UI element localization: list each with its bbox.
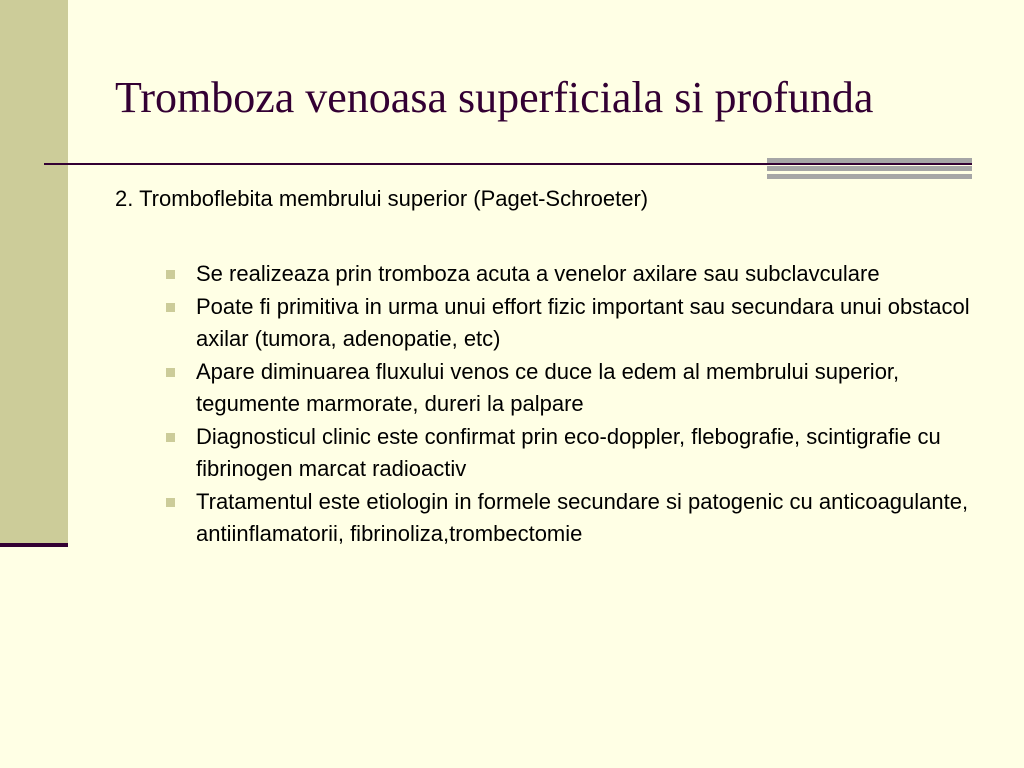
bullet-text: Poate fi primitiva in urma unui effort fizic important sau secundara unui obstacol axilar (tumora, adenopatie, etc) — [196, 294, 970, 351]
decorative-bar — [767, 166, 972, 171]
square-bullet-icon — [166, 498, 175, 507]
bullet-item — [165, 421, 985, 485]
bullet-item — [165, 258, 985, 290]
decorative-bar — [767, 158, 972, 163]
bullet-list — [165, 258, 985, 551]
bullet-item — [165, 486, 985, 550]
slide-title: Tromboza venoasa superficiala si profunda — [115, 73, 874, 122]
square-bullet-icon — [166, 433, 175, 442]
decorative-bar — [767, 174, 972, 179]
square-bullet-icon — [166, 303, 175, 312]
bullet-text: Se realizeaza prin tromboza acuta a venelor axilare sau subclavculare — [196, 261, 880, 286]
square-bullet-icon — [166, 368, 175, 377]
left-band-underline — [0, 543, 68, 547]
slide-subtitle: 2. Tromboflebita membrului superior (Paget-Schroeter) — [115, 186, 649, 211]
left-accent-band — [0, 0, 68, 544]
bullet-item — [165, 356, 985, 420]
bullet-text: Apare diminuarea fluxului venos ce duce la edem al membrului superior, tegumente marmorate, dureri la palpare — [196, 359, 900, 416]
decorative-bars — [767, 157, 972, 179]
square-bullet-icon — [166, 270, 175, 279]
bullet-text: Tratamentul este etiologin in formele secundare si patogenic cu anticoagulante, antiinflamatorii, fibrinoliza,trombectomie — [196, 489, 969, 546]
bullet-item — [165, 291, 985, 355]
bullet-text: Diagnosticul clinic este confirmat prin eco-doppler, flebografie, scintigrafie cu fibrinogen marcat radioactiv — [196, 424, 941, 481]
